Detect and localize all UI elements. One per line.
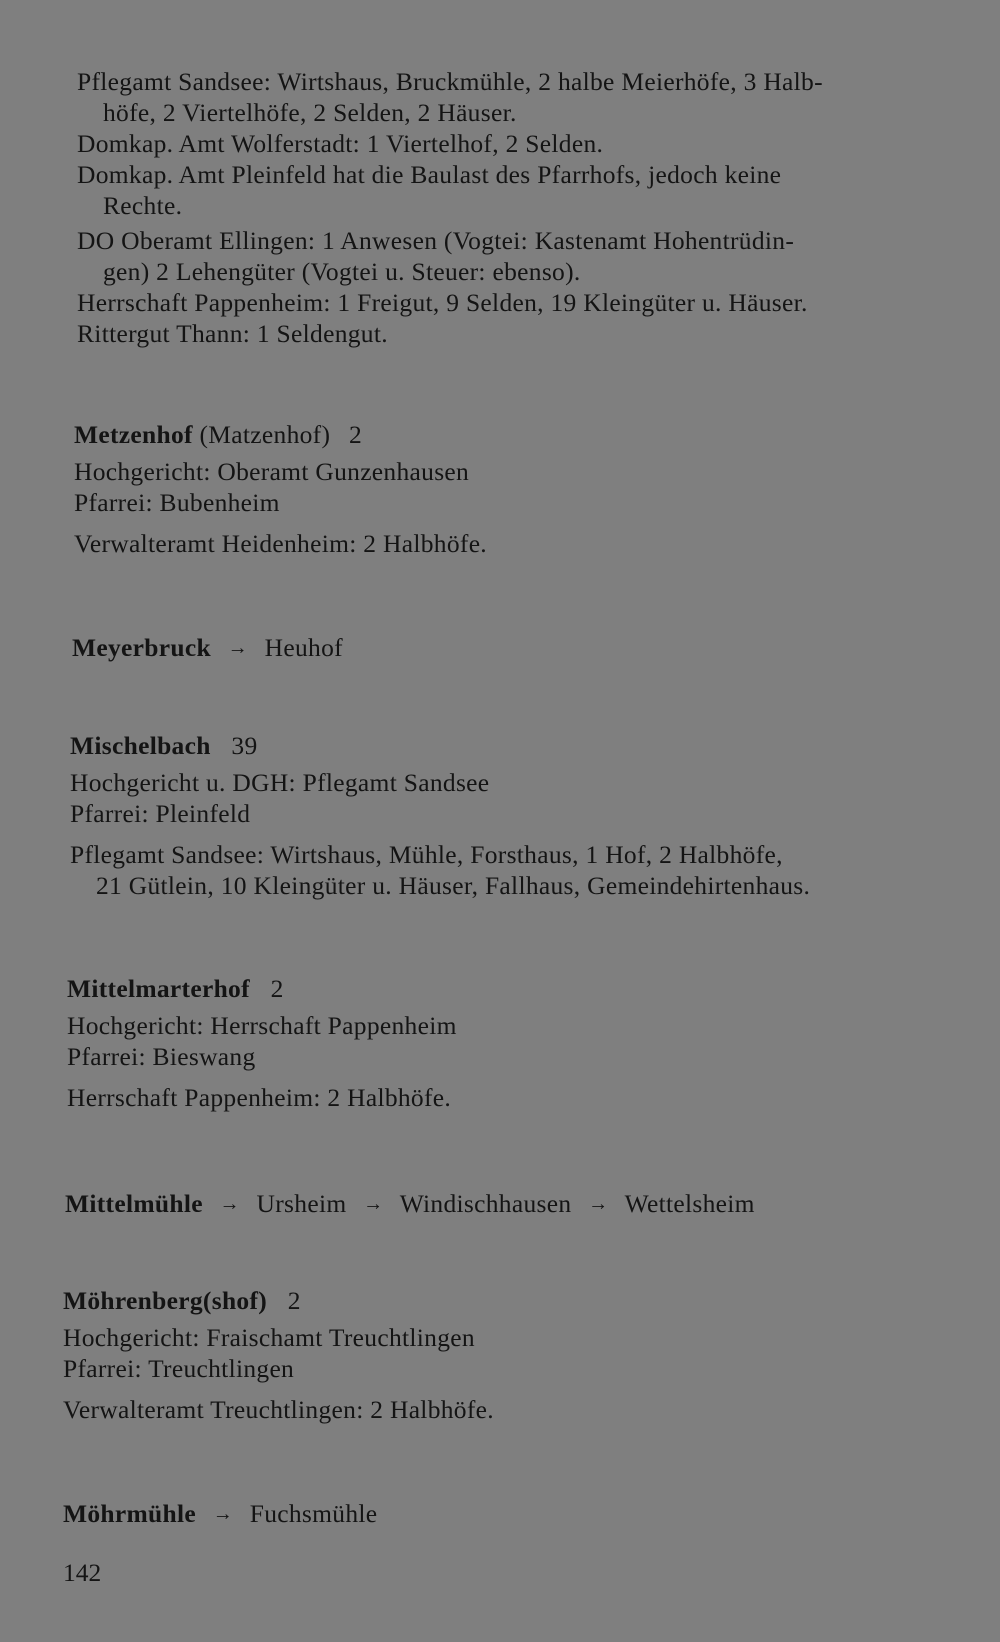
cross-reference: Windischhausen (399, 1189, 572, 1218)
entry-title: Möhrenberg(shof) (63, 1286, 268, 1315)
entry-moehrenberg (63, 1285, 1000, 1425)
entry-title: Mischelbach (70, 731, 211, 760)
intro-line: Domkap. Amt Wolferstadt: 1 Viertelhof, 2 Selden. (77, 129, 604, 158)
intro-line: höfe, 2 Viertelhöfe, 2 Selden, 2 Häuser. (103, 98, 517, 127)
page-number: 142 (63, 1558, 102, 1587)
entry-alt-name: (Matzenhof) (199, 420, 331, 449)
entry-title: Möhrmühle (63, 1499, 197, 1528)
entry-heading (63, 1498, 1000, 1532)
intro-line: DO Oberamt Ellingen: 1 Anwesen (Vogtei: Kastenamt Hohentrüdin- (77, 226, 795, 255)
intro-line: gen) 2 Lehengüter (Vogtei u. Steuer: ebenso). (103, 257, 581, 286)
entry-moehrmuehle (63, 1498, 1000, 1532)
entry-mittelmarterhof (67, 973, 1000, 1113)
entry-mittelmuehle (65, 1188, 1000, 1222)
entry-hochgericht: Hochgericht: Herrschaft Pappenheim (67, 1011, 457, 1040)
arrow-icon: → (212, 1503, 234, 1525)
entry-detail: Verwalteramt Treuchtlingen: 2 Halbhöfe. (63, 1395, 494, 1424)
entry-title: Meyerbruck (72, 633, 211, 662)
entry-metzenhof (74, 419, 1000, 559)
entry-hochgericht: Hochgericht u. DGH: Pflegamt Sandsee (70, 768, 490, 797)
entry-count: 2 (287, 1286, 301, 1315)
entry-title: Mittelmarterhof (67, 974, 250, 1003)
cross-reference: Ursheim (256, 1189, 347, 1218)
arrow-icon: → (219, 1193, 240, 1215)
entry-meyerbruck (72, 632, 1000, 666)
entry-pfarrei: Pfarrei: Bubenheim (74, 488, 280, 517)
arrow-icon: → (227, 637, 248, 659)
entry-hochgericht: Hochgericht: Oberamt Gunzenhausen (74, 457, 470, 486)
entry-pfarrei: Pfarrei: Treuchtlingen (63, 1354, 295, 1383)
intro-line: Pflegamt Sandsee: Wirtshaus, Bruckmühle, 2 halbe Meierhöfe, 3 Halb- (77, 67, 823, 96)
entry-title: Mittelmühle (65, 1189, 203, 1218)
intro-line: Rittergut Thann: 1 Seldengut. (77, 319, 388, 348)
intro-block (77, 66, 960, 349)
entry-detail: Herrschaft Pappenheim: 2 Halbhöfe. (67, 1083, 452, 1112)
entry-heading (70, 730, 1000, 761)
arrow-icon: → (588, 1193, 609, 1215)
entry-heading (67, 973, 1000, 1004)
entry-heading (72, 632, 1000, 666)
entry-hochgericht: Hochgericht: Fraischamt Treuchtlingen (63, 1323, 475, 1352)
entry-detail: Pflegamt Sandsee: Wirtshaus, Mühle, Forsthaus, 1 Hof, 2 Halbhöfe, (70, 840, 783, 869)
entry-detail: 21 Gütlein, 10 Kleingüter u. Häuser, Fallhaus, Gemeindehirtenhaus. (96, 871, 811, 900)
arrow-icon: → (363, 1193, 384, 1215)
intro-line: Rechte. (103, 191, 183, 220)
intro-line: Domkap. Amt Pleinfeld hat die Baulast des Pfarrhofs, jedoch keine (77, 160, 782, 189)
entry-detail: Verwalteramt Heidenheim: 2 Halbhöfe. (74, 529, 487, 558)
cross-reference: Fuchsmühle (249, 1499, 378, 1528)
intro-line: Herrschaft Pappenheim: 1 Freigut, 9 Selden, 19 Kleingüter u. Häuser. (77, 288, 808, 317)
entry-pfarrei: Pfarrei: Bieswang (67, 1042, 256, 1071)
entry-count: 39 (231, 731, 258, 760)
cross-reference: Heuhof (264, 633, 343, 662)
entry-mischelbach (70, 730, 1000, 901)
entry-heading (63, 1285, 1000, 1316)
entry-pfarrei: Pfarrei: Pleinfeld (70, 799, 251, 828)
entry-heading (74, 419, 1000, 450)
cross-reference: Wettelsheim (624, 1189, 755, 1218)
entry-count: 2 (348, 420, 363, 449)
entry-heading (65, 1188, 1000, 1222)
entry-title: Metzenhof (74, 420, 193, 449)
entry-count: 2 (270, 974, 284, 1003)
